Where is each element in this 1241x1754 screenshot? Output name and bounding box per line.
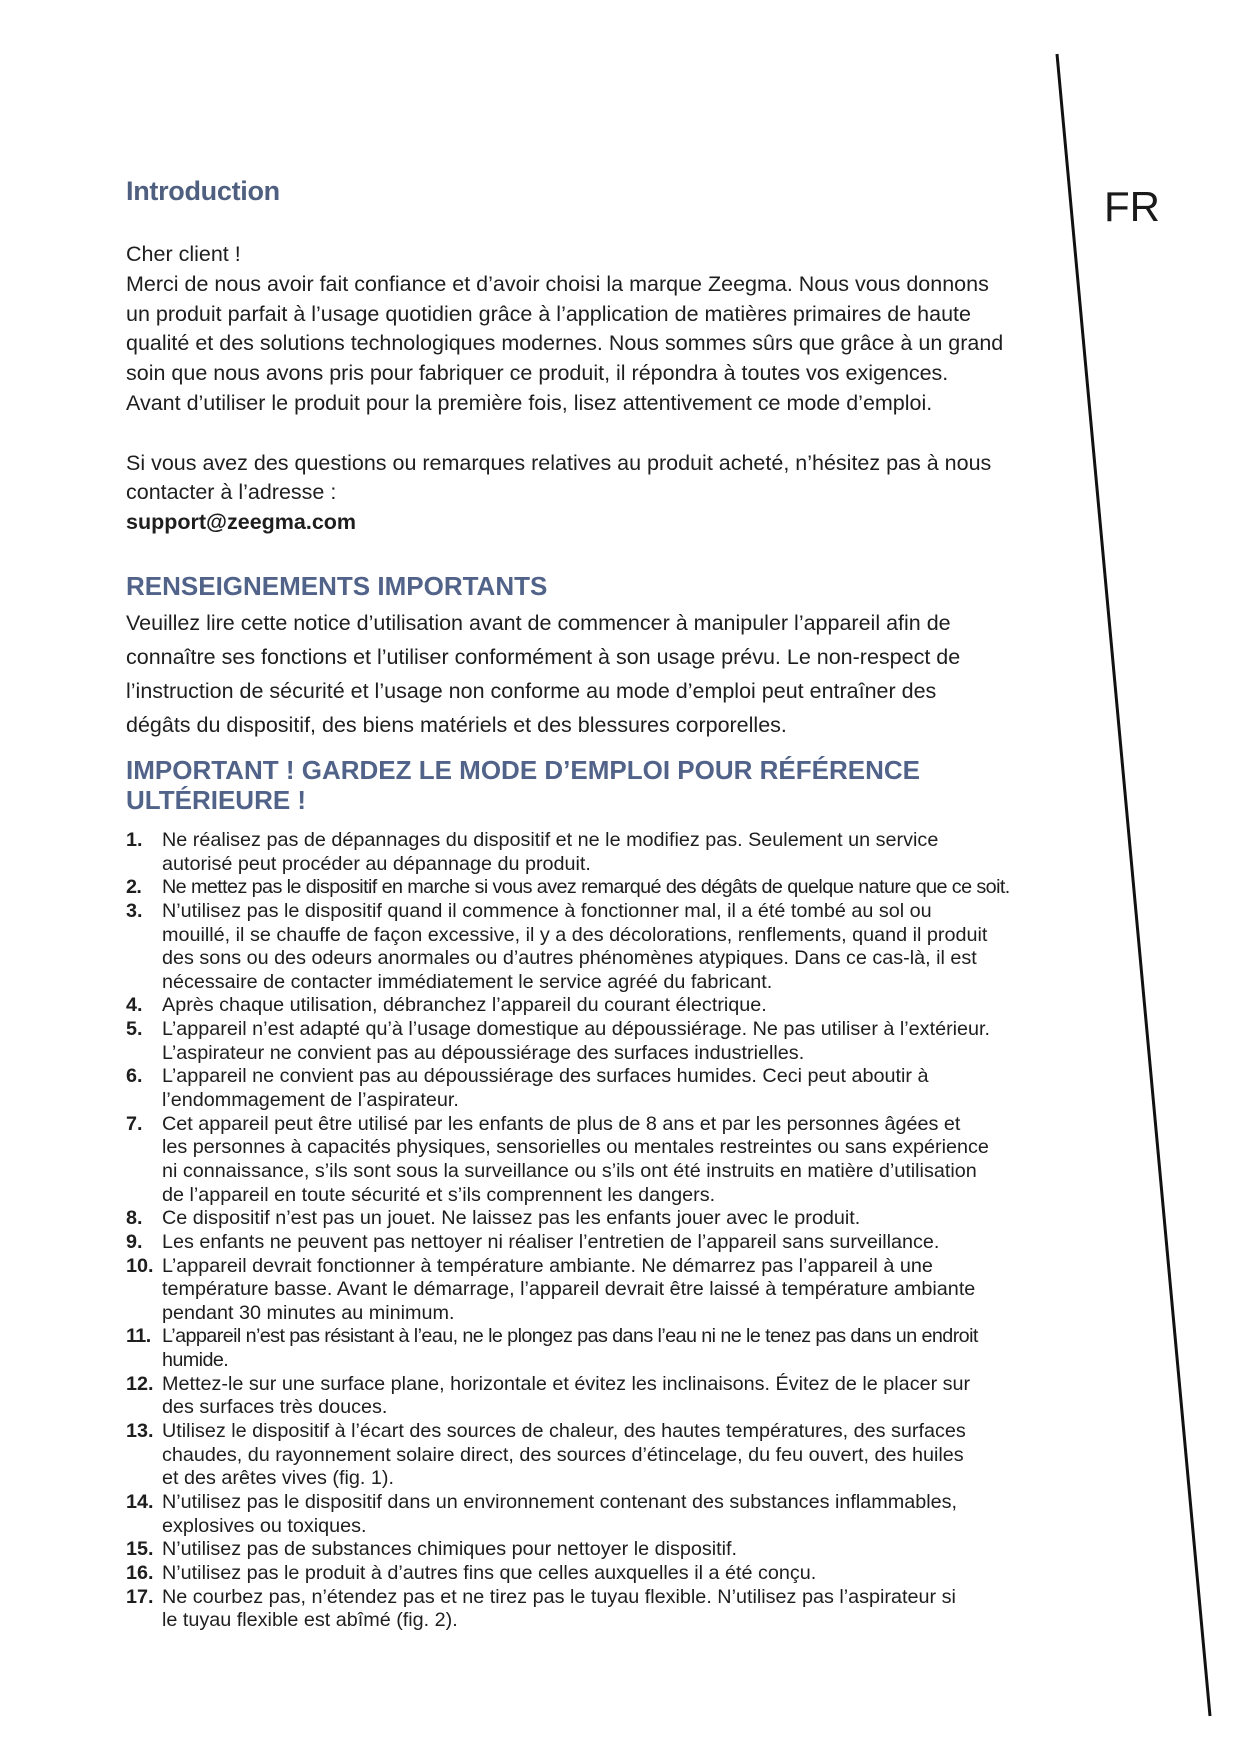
list-item <box>126 1420 1010 1491</box>
list-item-number: 8. <box>126 1207 143 1230</box>
list-item-number: 5. <box>126 1018 143 1041</box>
list-item-text: pendant 30 minutes au minimum. <box>162 1301 455 1324</box>
list-item-number: 12. <box>126 1372 154 1395</box>
body-line: Veuillez lire cette notice d’utilisation avant de commencer à manipuler l’appareil afin de <box>126 611 951 635</box>
list-item-number: 7. <box>126 1112 143 1135</box>
support-email-link[interactable]: support@zeegma.com <box>126 510 357 535</box>
body-line: Avant d’utiliser le produit pour la première fois, lisez attentivement ce mode d’emploi. <box>126 390 933 415</box>
list-item-text: température basse. Avant le démarrage, l’appareil devrait être laissé à température ambiante <box>162 1278 976 1301</box>
introduction-heading: Introduction <box>126 176 280 206</box>
list-item-text: L’appareil devrait fonctionner à température ambiante. Ne démarrez pas l’appareil à une <box>162 1254 933 1277</box>
list-item-text: l’endommagement de l’aspirateur. <box>162 1089 459 1112</box>
list-item <box>126 1562 1010 1586</box>
list-item-text: N’utilisez pas le produit à d’autres fins que celles auxquelles il a été conçu. <box>162 1561 817 1584</box>
list-item-text: L’appareil n’est pas résistant à l’eau, ne le plongez pas dans l’eau ni ne le tenez pas dans un endroit <box>162 1325 978 1348</box>
important-info-heading: RENSEIGNEMENTS IMPORTANTS <box>126 571 548 601</box>
list-item-number: 17. <box>126 1585 154 1608</box>
heading-line: ULTÉRIEURE ! <box>126 785 307 815</box>
body-line: Merci de nous avoir fait confiance et d’avoir choisi la marque Zeegma. Nous vous donnons <box>126 271 989 296</box>
list-item <box>126 1255 1010 1326</box>
list-item <box>126 1491 1010 1538</box>
body-line: connaître ses fonctions et l’utiliser conformément à son usage prévu. Le non-respect de <box>126 645 961 669</box>
list-item-number: 16. <box>126 1561 154 1584</box>
list-item-text: Ne réalisez pas de dépannages du dispositif et ne le modifiez pas. Seulement un service <box>162 829 939 851</box>
list-item-text: N’utilisez pas de substances chimiques pour nettoyer le dispositif. <box>162 1538 738 1561</box>
list-item-text: Ce dispositif n’est pas un jouet. Ne laissez pas les enfants jouer avec le produit. <box>162 1207 861 1230</box>
list-item-text: humide. <box>162 1349 229 1372</box>
list-item <box>126 994 1010 1018</box>
list-item <box>126 876 1010 900</box>
body-line: un produit parfait à l’usage quotidien grâce à l’application de matières primaires de haute <box>126 301 971 326</box>
list-item <box>126 1538 1010 1562</box>
list-item <box>126 1586 1010 1633</box>
keep-manual-heading <box>126 755 920 815</box>
list-item-text: L’appareil ne convient pas au dépoussiérage des surfaces humides. Ceci peut aboutir à <box>162 1065 929 1088</box>
body-line: l’instruction de sécurité et l’usage non conforme au mode d’emploi peut entraîner des <box>126 679 937 703</box>
list-item-text: les personnes à capacités physiques, sensorielles ou mentales restreintes ou sans expérience <box>162 1136 989 1159</box>
list-item-number: 6. <box>126 1065 143 1088</box>
contact-line: contacter à l’adresse : <box>126 480 337 505</box>
list-item <box>126 829 1010 876</box>
list-item-text: L’aspirateur ne convient pas au dépoussiérage des surfaces industrielles. <box>162 1041 805 1064</box>
list-item <box>126 1207 1010 1231</box>
list-item-text: L’appareil n’est adapté qu’à l’usage domestique au dépoussiérage. Ne pas utiliser à l’extérieur. <box>162 1018 991 1041</box>
introduction-body <box>126 240 1003 538</box>
list-item-text: Cet appareil peut être utilisé par les enfants de plus de 8 ans et par les personnes âgées et <box>162 1112 961 1135</box>
list-item-number: 4. <box>126 994 143 1017</box>
list-item-number: 1. <box>126 829 143 851</box>
list-item <box>126 1113 1010 1208</box>
list-item-text: mouillé, il se chauffe de façon excessive, il y a des décolorations, renflements, quand il produit <box>162 923 988 946</box>
list-item-number: 13. <box>126 1420 154 1443</box>
safety-instructions-list <box>126 829 1010 1633</box>
important-info-body <box>126 606 960 742</box>
list-item-text: Les enfants ne peuvent pas nettoyer ni réaliser l’entretien de l’appareil sans surveillance. <box>162 1230 940 1253</box>
list-item-number: 11. <box>126 1325 151 1348</box>
list-item <box>126 1325 1010 1372</box>
list-item-number: 15. <box>126 1538 154 1561</box>
language-tab: FR <box>1104 183 1160 230</box>
body-line: soin que nous avons pris pour fabriquer ce produit, il répondra à toutes vos exigences. <box>126 361 949 386</box>
list-item-text: des sons ou des odeurs anormales ou d’autres phénomènes atypiques. Dans ce cas-là, il est <box>162 947 977 970</box>
list-item-number: 14. <box>126 1490 154 1513</box>
list-item-text: Utilisez le dispositif à l’écart des sources de chaleur, des hautes températures, des surfaces <box>162 1420 966 1443</box>
list-item-number: 9. <box>126 1230 143 1253</box>
list-item-number: 2. <box>126 876 142 899</box>
list-item-text: chaudes, du rayonnement solaire direct, des sources d’étincelage, du feu ouvert, des huiles <box>162 1443 964 1466</box>
list-item-text: Ne mettez pas le dispositif en marche si vous avez remarqué des dégâts de quelque nature que ce soit. <box>162 876 1010 899</box>
list-item <box>126 1018 1010 1065</box>
list-item-text: autorisé peut procéder au dépannage du produit. <box>162 852 591 875</box>
body-line: dégâts du dispositif, des biens matériels et des blessures corporelles. <box>126 713 787 737</box>
list-item-text: et des arêtes vives (fig. 1). <box>162 1467 394 1490</box>
greeting: Cher client ! <box>126 242 241 266</box>
list-item-text: Ne courbez pas, n’étendez pas et ne tirez pas le tuyau flexible. N’utilisez pas l’aspirateur si <box>162 1585 956 1608</box>
list-item-text: Mettez-le sur une surface plane, horizontale et évitez les inclinaisons. Évitez de le placer sur <box>162 1372 971 1395</box>
list-item-text: le tuyau flexible est abîmé (fig. 2). <box>162 1609 458 1632</box>
contact-line: Si vous avez des questions ou remarques relatives au produit acheté, n’hésitez pas à nous <box>126 450 992 475</box>
list-item <box>126 1231 1010 1255</box>
body-line: qualité et des solutions technologiques modernes. Nous sommes sûrs que grâce à un grand <box>126 331 1004 356</box>
list-item <box>126 1373 1010 1420</box>
list-item-number: 10. <box>126 1254 154 1277</box>
list-item-text: ni connaissance, s’ils sont sous la surveillance ou s’ils ont été instruits en matière d’utilisation <box>162 1159 977 1182</box>
list-item <box>126 900 1010 995</box>
list-item-text: Après chaque utilisation, débranchez l’appareil du courant électrique. <box>162 994 767 1017</box>
list-item-text: de l’appareil en toute sécurité et s’ils comprennent les dangers. <box>162 1183 716 1206</box>
list-item <box>126 1065 1010 1112</box>
list-item-text: N’utilisez pas le dispositif dans un environnement contenant des substances inflammables, <box>162 1490 957 1513</box>
list-item-text: N’utilisez pas le dispositif quand il commence à fonctionner mal, il a été tombé au sol ou <box>162 899 932 922</box>
list-item-text: des surfaces très douces. <box>162 1396 388 1419</box>
list-item-number: 3. <box>126 899 143 922</box>
heading-line: IMPORTANT ! GARDEZ LE MODE D’EMPLOI POUR RÉFÉRENCE <box>126 755 920 785</box>
list-item-text: explosives ou toxiques. <box>162 1514 367 1537</box>
list-item-text: nécessaire de contacter immédiatement le service agréé du fabricant. <box>162 970 773 993</box>
